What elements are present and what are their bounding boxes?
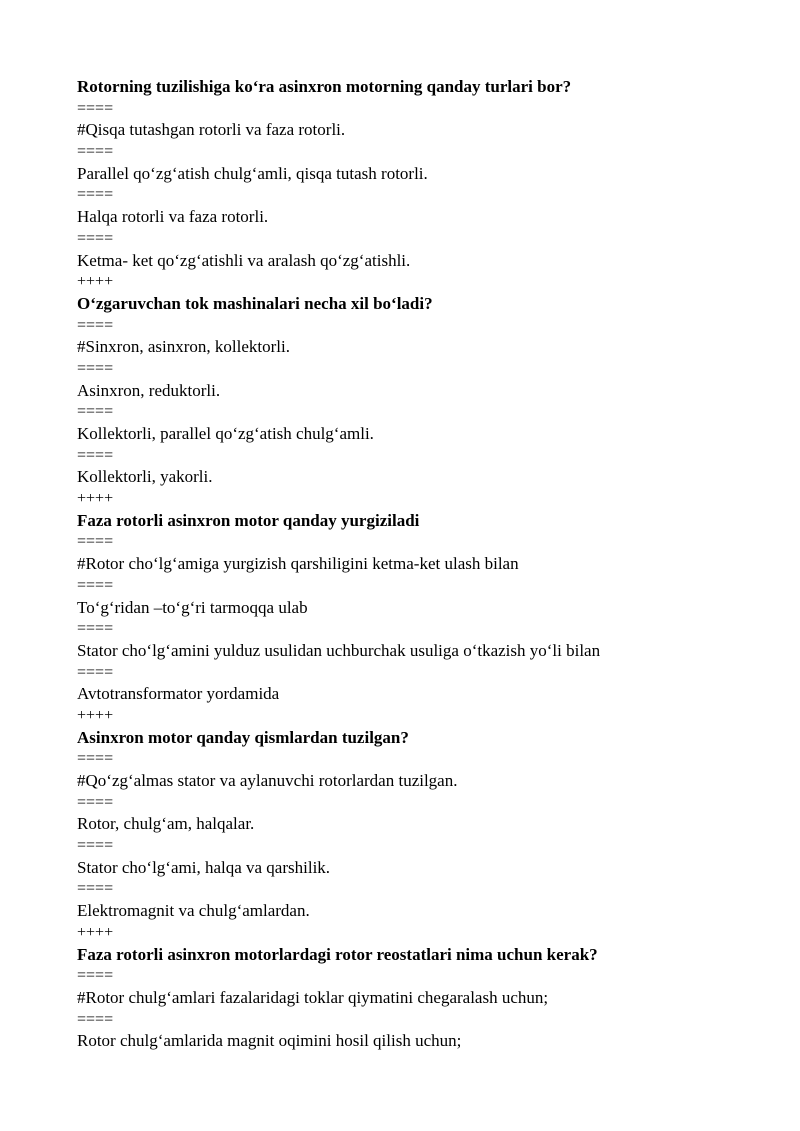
- answer-separator: ====: [77, 576, 114, 594]
- answer-separator: ====: [77, 750, 114, 768]
- answer-option: #Sinxron, asinxron, kollektorli.: [77, 337, 290, 357]
- question-text: O‘zgaruvchan tok mashinalari necha xil bo‘ladi?: [77, 293, 433, 313]
- answer-option: #Rotor chulg‘amlari fazalaridagi toklar qiymatini chegaralash uchun;: [77, 987, 549, 1007]
- question-separator: ++++: [77, 273, 114, 291]
- question-block: [77, 293, 777, 510]
- answer-option: Rotor chulg‘amlarida magnit oqimini hosil qilish uchun;: [77, 1031, 462, 1051]
- document-page: [77, 76, 777, 1052]
- question-text: Faza rotorli asinxron motor qanday yurgiziladi: [77, 510, 420, 530]
- question-text: Faza rotorli asinxron motorlardagi rotor reostatlari nima uchun kerak?: [77, 944, 598, 964]
- answer-separator: ====: [77, 229, 114, 247]
- answer-option: Rotor, chulg‘am, halqalar.: [77, 814, 255, 834]
- answer-separator: ====: [77, 967, 114, 985]
- answer-separator: ====: [77, 880, 114, 898]
- answer-option: Elektromagnit va chulg‘amlardan.: [77, 901, 310, 921]
- answer-option: Asinxron, reduktorli.: [77, 380, 221, 400]
- answer-option: Ketma- ket qo‘zg‘atishli va aralash qo‘zg‘atishli.: [77, 250, 411, 270]
- answer-option: Parallel qo‘zg‘atish chulg‘amli, qisqa tutash rotorli.: [77, 163, 428, 183]
- answer-option: Stator cho‘lg‘ami, halqa va qarshilik.: [77, 857, 331, 877]
- answer-separator: ====: [77, 359, 114, 377]
- answer-separator: ====: [77, 99, 114, 117]
- answer-option: Kollektorli, parallel qo‘zg‘atish chulg‘amli.: [77, 424, 374, 443]
- answer-separator: ====: [77, 837, 114, 855]
- answer-separator: ====: [77, 533, 114, 551]
- answer-option: #Qisqa tutashgan rotorli va faza rotorli.: [77, 120, 346, 140]
- answer-separator: ====: [77, 793, 114, 811]
- question-block: [77, 727, 777, 944]
- answer-separator: ====: [77, 143, 114, 161]
- question-separator: ++++: [77, 490, 114, 508]
- question-text: Asinxron motor qanday qismlardan tuzilgan?: [77, 727, 409, 747]
- answer-option: #Qo‘zg‘almas stator va aylanuvchi rotorlardan tuzilgan.: [77, 771, 458, 790]
- answer-separator: ====: [77, 1010, 114, 1028]
- question-block: [77, 76, 777, 293]
- question-separator: ++++: [77, 923, 114, 941]
- question-text: Rotorning tuzilishiga ko‘ra asinxron motorning qanday turlari bor?: [77, 77, 572, 96]
- answer-separator: ====: [77, 186, 114, 204]
- answer-option: Stator cho‘lg‘amini yulduz usulidan uchburchak usuliga o‘tkazish yo‘li bilan: [77, 640, 601, 660]
- answer-option: #Rotor cho‘lg‘amiga yurgizish qarshiligini ketma-ket ulash bilan: [77, 554, 519, 574]
- answer-separator: ====: [77, 620, 114, 638]
- question-separator: ++++: [77, 706, 114, 724]
- question-block: [77, 944, 777, 1052]
- answer-separator: ====: [77, 403, 114, 421]
- answer-option: Avtotransformator yordamida: [77, 684, 280, 704]
- answer-option: Halqa rotorli va faza rotorli.: [77, 207, 269, 227]
- answer-option: Kollektorli, yakorli.: [77, 467, 213, 487]
- answer-option: To‘g‘ridan –to‘g‘ri tarmoqqa ulab: [77, 597, 308, 617]
- question-block: [77, 510, 777, 727]
- answer-separator: ====: [77, 316, 114, 334]
- answer-separator: ====: [77, 446, 114, 464]
- answer-separator: ====: [77, 663, 114, 681]
